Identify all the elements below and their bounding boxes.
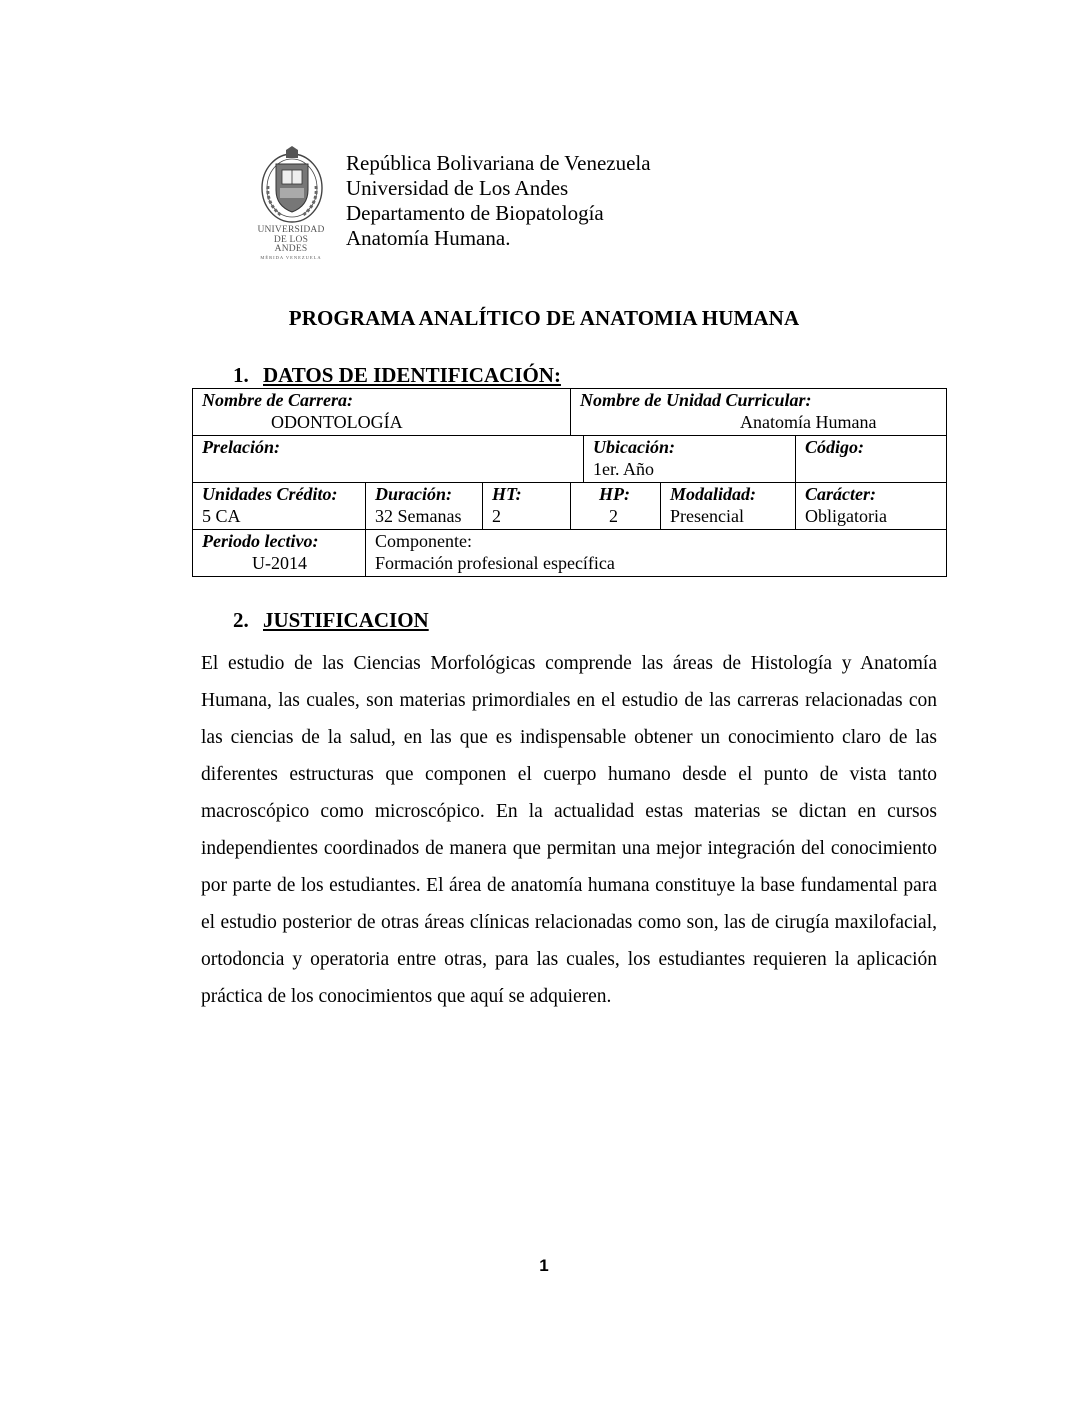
table-row bbox=[193, 483, 947, 530]
justificacion-paragraph: El estudio de las Ciencias Morfológicas comprende las áreas de Histología y Anatomía Humana, las cuales, son materias primordiales en el estudio de las carreras relacionadas con las ciencias de la salud, en las que es indispensable obtener un conocimiento claro de las diferentes estructuras que componen el cuerpo humano desde el punto de vista tanto macroscópico como microscópico. En la actualidad estas materias se dictan en cursos independientes coordinados de manera que permitan una mejor integración del conocimiento por parte de los estudiantes. El área de anatomía humana constituye la base fundamental para el estudio posterior de otras áreas clínicas relacionadas como son, las de cirugía maxilofacial, ortodoncia y operatoria entre otras, para las cuales, los estudiantes requieren la aplicación práctica de los conocimientos que aquí se adquieren. bbox=[201, 653, 937, 1007]
value-ht: 2 bbox=[492, 506, 501, 526]
header-line-department: Departamento de Biopatología bbox=[346, 201, 604, 225]
value-hp: 2 bbox=[609, 506, 619, 526]
institution-header bbox=[346, 151, 651, 251]
value-unidad: Anatomía Humana bbox=[740, 412, 877, 432]
value-modalidad: Presencial bbox=[670, 506, 744, 526]
value-creditos: 5 CA bbox=[202, 506, 241, 526]
cell-duracion bbox=[366, 483, 483, 530]
cell-componente bbox=[366, 530, 947, 577]
section-number: 2. bbox=[233, 608, 249, 632]
cell-modalidad bbox=[661, 483, 796, 530]
cell-periodo bbox=[193, 530, 366, 577]
label-carrera: Nombre de Carrera: bbox=[202, 390, 353, 410]
label-creditos: Unidades Crédito: bbox=[202, 484, 338, 504]
cell-creditos bbox=[193, 483, 366, 530]
value-caracter: Obligatoria bbox=[805, 506, 888, 526]
section-title: JUSTIFICACION bbox=[263, 608, 429, 632]
label-prelacion: Prelación: bbox=[202, 437, 280, 457]
cell-caracter bbox=[796, 483, 947, 530]
label-periodo: Periodo lectivo: bbox=[202, 531, 319, 551]
logo-line-1: UNIVERSIDAD bbox=[257, 225, 325, 235]
label-modalidad: Modalidad: bbox=[670, 484, 757, 504]
value-periodo: U-2014 bbox=[252, 553, 307, 573]
cell-hp bbox=[571, 483, 661, 530]
document-title: PROGRAMA ANALÍTICO DE ANATOMIA HUMANA bbox=[288, 306, 800, 330]
cell-ht bbox=[483, 483, 571, 530]
value-prelacion bbox=[202, 458, 575, 480]
university-logo-wordmark bbox=[257, 226, 325, 260]
header-line-country: República Bolivariana de Venezuela bbox=[346, 151, 651, 175]
table-row bbox=[193, 436, 947, 483]
label-hp: HP: bbox=[599, 484, 631, 504]
value-duracion: 32 Semanas bbox=[375, 506, 462, 526]
section-heading-identificacion bbox=[233, 363, 561, 388]
header-line-subject: Anatomía Humana. bbox=[346, 226, 511, 250]
logo-line-2: DE LOS ANDES bbox=[273, 234, 309, 254]
value-componente: Formación profesional específica bbox=[375, 553, 615, 573]
table-row bbox=[193, 389, 947, 436]
label-componente: Componente: bbox=[375, 531, 472, 551]
label-unidad: Nombre de Unidad Curricular: bbox=[580, 390, 812, 410]
value-codigo bbox=[805, 458, 938, 480]
identification-table bbox=[192, 388, 947, 577]
cell-codigo bbox=[796, 436, 947, 483]
cell-unidad bbox=[571, 389, 947, 436]
label-codigo: Código: bbox=[805, 437, 865, 457]
label-duracion: Duración: bbox=[375, 484, 453, 504]
cell-carrera bbox=[193, 389, 571, 436]
section-heading-justificacion bbox=[233, 608, 429, 633]
cell-prelacion bbox=[193, 436, 584, 483]
label-ubicacion: Ubicación: bbox=[593, 437, 676, 457]
cell-ubicacion bbox=[584, 436, 796, 483]
label-ht: HT: bbox=[492, 484, 522, 504]
logo-line-3: MÉRIDA VENEZUELA bbox=[260, 254, 322, 260]
section-number: 1. bbox=[233, 363, 249, 387]
section-title: DATOS DE IDENTIFICACIÓN: bbox=[263, 363, 561, 387]
value-ubicacion: 1er. Año bbox=[593, 459, 655, 479]
label-caracter: Carácter: bbox=[805, 484, 877, 504]
value-carrera: ODONTOLOGÍA bbox=[271, 412, 403, 432]
header-line-university: Universidad de Los Andes bbox=[346, 176, 569, 200]
table-row bbox=[193, 530, 947, 577]
page-number: 1 bbox=[539, 1256, 549, 1275]
